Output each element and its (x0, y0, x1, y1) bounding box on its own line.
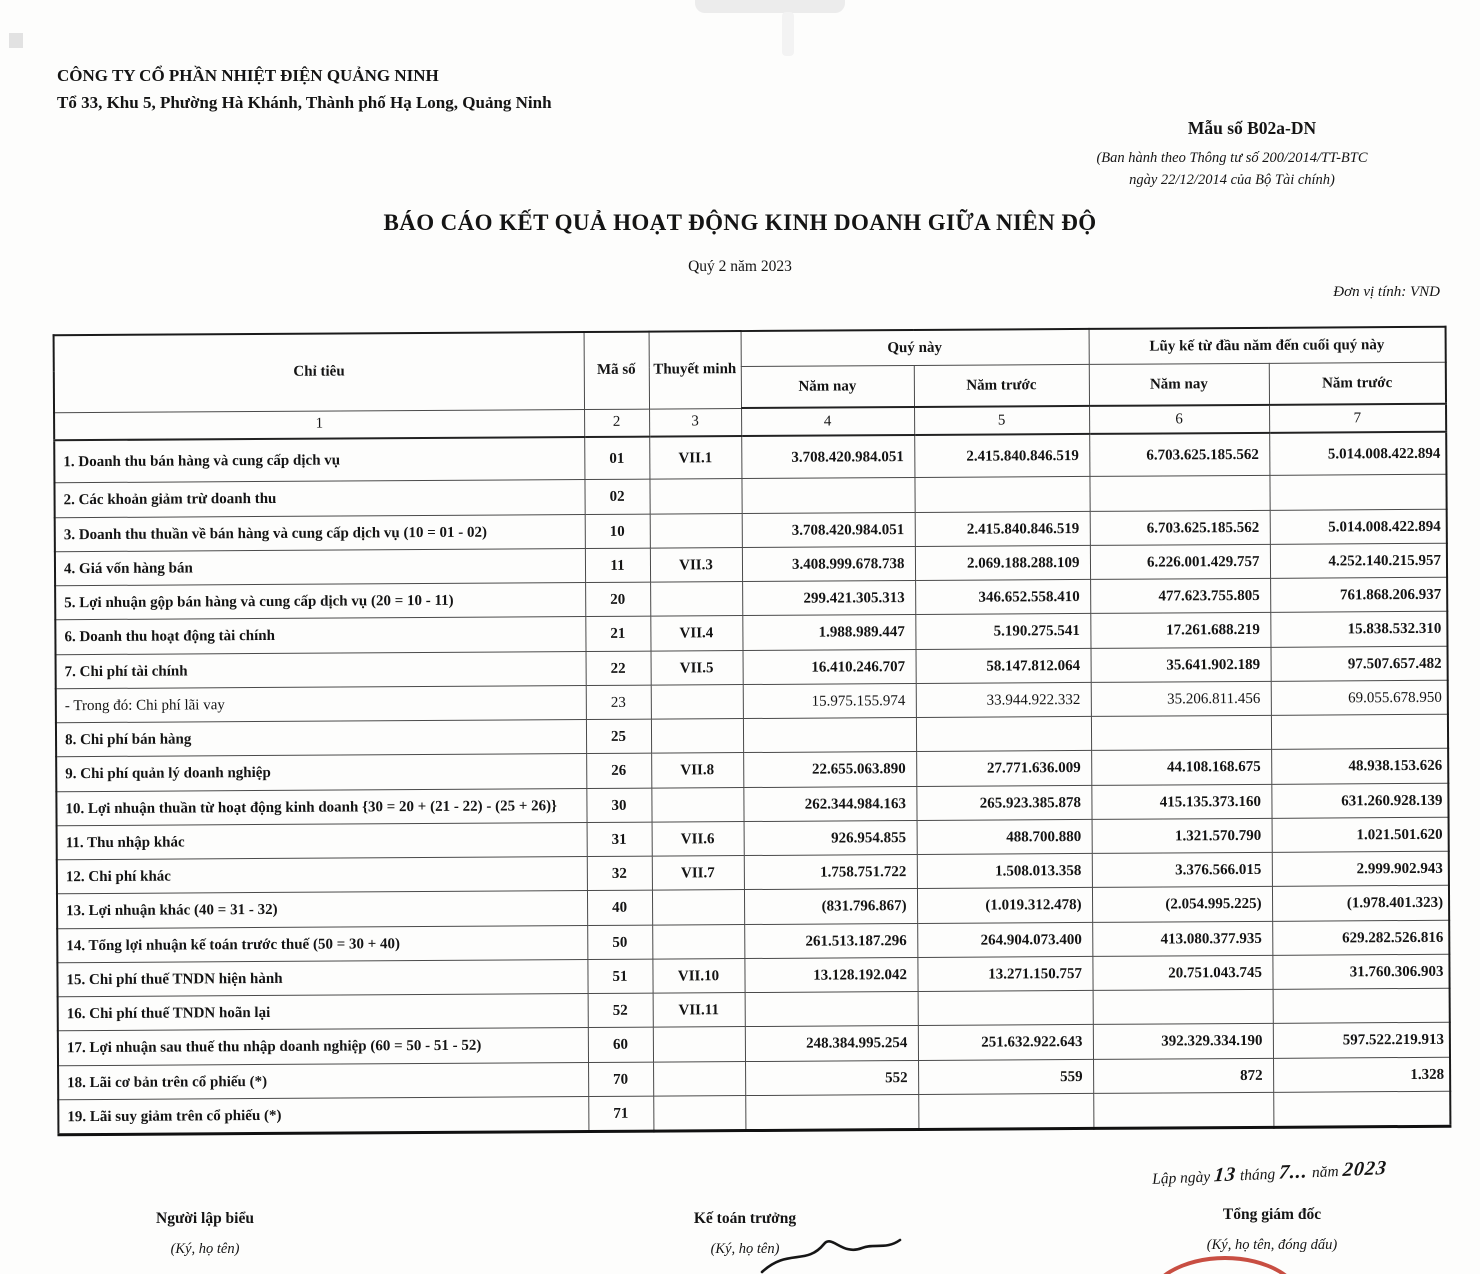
row-label: 13. Lợi nhuận khác (40 = 31 - 32) (57, 891, 587, 928)
row-label: 10. Lợi nhuận thuần từ hoạt động kinh doanh {30 = 20 + (21 - 22) - (25 + 26)} (56, 788, 586, 825)
row-label: 5. Lợi nhuận gộp bán hàng và cung cấp dịch vụ (20 = 10 - 11) (55, 583, 585, 620)
header-quarter-group: Quý này (741, 329, 1089, 367)
row-note (650, 582, 742, 617)
cumulative-this-year-value (1093, 1092, 1273, 1128)
cumulative-prior-year-value: 48.938.153.626 (1271, 748, 1448, 783)
row-note (651, 719, 743, 754)
row-label: 4. Giá vốn hàng bán (55, 548, 585, 585)
quarter-prior-year-value: 346.652.558.410 (915, 579, 1090, 614)
quarter-prior-year-value: 5.190.275.541 (915, 614, 1090, 649)
company-name: CÔNG TY CỔ PHẦN NHIỆT ĐIỆN QUẢNG NINH (57, 66, 439, 85)
row-label: 9. Chi phí quản lý doanh nghiệp (56, 754, 586, 791)
row-note: VII.4 (650, 616, 742, 651)
quarter-this-year-value: 248.384.995.254 (745, 1026, 918, 1061)
cumulative-prior-year-value: 5.014.008.422.894 (1270, 509, 1447, 544)
cumulative-prior-year-value: (1.978.401.323) (1272, 885, 1449, 920)
cumulative-this-year-value (1089, 476, 1269, 511)
cumulative-this-year-value: 413.080.377.935 (1092, 921, 1272, 956)
row-code: 50 (587, 925, 652, 960)
quarter-this-year-value: 15.975.155.974 (743, 683, 916, 718)
row-label: 1. Doanh thu bán hàng và cung cấp dịch vụ (54, 437, 584, 483)
header-cumulative-this-year: Năm nay (1089, 363, 1269, 406)
quarter-prior-year-value: 488.700.880 (917, 819, 1092, 854)
cumulative-this-year-value: (2.054.995.225) (1092, 887, 1272, 922)
row-note (653, 1061, 745, 1096)
cumulative-prior-year-value: 97.507.657.482 (1271, 646, 1448, 681)
quarter-this-year-value: 926.954.855 (744, 820, 917, 855)
signer-preparer-note: (Ký, họ tên) (170, 1241, 240, 1257)
cumulative-this-year-value (1091, 715, 1271, 750)
quarter-this-year-value (741, 478, 914, 513)
cumulative-this-year-value: 6.703.625.185.562 (1090, 510, 1270, 545)
cumulative-this-year-value (1093, 989, 1273, 1024)
row-note: VII.7 (652, 856, 744, 891)
cumulative-prior-year-value: 2.999.902.943 (1272, 851, 1449, 886)
handwritten-day: 13 (1213, 1163, 1238, 1187)
quarter-prior-year-value: 13.271.150.757 (917, 956, 1092, 991)
quarter-prior-year-value: 58.147.812.064 (916, 648, 1091, 683)
cumulative-this-year-value: 392.329.334.190 (1093, 1024, 1273, 1059)
cumulative-prior-year-value: 31.760.306.903 (1272, 954, 1449, 989)
row-note (650, 513, 742, 548)
row-label: 19. Lãi suy giảm trên cổ phiếu (*) (58, 1096, 588, 1134)
row-note (652, 890, 744, 925)
row-note (649, 479, 741, 514)
row-code: 10 (585, 514, 650, 549)
row-label: 14. Tổng lợi nhuận kế toán trước thuế (50 = 30 + 40) (57, 925, 587, 962)
date-prefix: Lập ngày (1151, 1168, 1211, 1188)
col-index-1: 1 (54, 409, 584, 440)
row-label: 17. Lợi nhuận sau thuế thu nhập doanh nghiệp (60 = 50 - 51 - 52) (58, 1028, 588, 1065)
col-index-2: 2 (584, 409, 649, 437)
cumulative-this-year-value: 44.108.168.675 (1091, 750, 1271, 785)
report-period: Quý 2 năm 2023 (688, 258, 792, 275)
quarter-this-year-value: 552 (745, 1060, 918, 1095)
quarter-prior-year-value (918, 990, 1093, 1025)
form-number: Mẫu số B02a-DN (1187, 118, 1317, 138)
cumulative-this-year-value: 35.641.902.189 (1091, 647, 1271, 682)
cumulative-prior-year-value: 1.021.501.620 (1272, 817, 1449, 852)
quarter-this-year-value: 16.410.246.707 (743, 649, 916, 684)
cumulative-prior-year-value: 597.522.219.913 (1273, 1022, 1450, 1057)
cumulative-prior-year-value (1273, 1091, 1450, 1127)
row-label: 11. Thu nhập khác (57, 822, 587, 859)
row-note: VII.5 (651, 650, 743, 685)
cumulative-prior-year-value: 761.868.206.937 (1270, 577, 1447, 612)
header-quarter-this-year: Năm nay (741, 366, 914, 409)
row-code: 32 (587, 856, 652, 891)
report-title: BÁO CÁO KẾT QUẢ HOẠT ĐỘNG KINH DOANH GIỮA NIÊN ĐỘ (383, 210, 1097, 235)
header-quarter-prior-year: Năm trước (914, 364, 1089, 407)
cumulative-prior-year-value: 69.055.678.950 (1271, 680, 1448, 715)
quarter-this-year-value: 1.758.751.722 (744, 854, 917, 889)
cumulative-this-year-value: 3.376.566.015 (1092, 852, 1272, 887)
col-index-3: 3 (649, 408, 741, 437)
row-code: 52 (588, 993, 653, 1028)
signer-chief-accountant-title: Kế toán trưởng (693, 1210, 797, 1227)
row-label: 15. Chi phí thuế TNDN hiện hành (57, 959, 587, 996)
quarter-prior-year-value: 27.771.636.009 (916, 751, 1091, 786)
row-code: 31 (587, 822, 652, 857)
quarter-this-year-value: 299.421.305.313 (742, 581, 915, 616)
quarter-this-year-value: 22.655.063.890 (743, 752, 916, 787)
cumulative-this-year-value: 35.206.811.456 (1091, 681, 1271, 716)
quarter-prior-year-value: 1.508.013.358 (917, 853, 1092, 888)
row-code: 70 (588, 1062, 653, 1097)
quarter-this-year-value: 13.128.192.042 (744, 957, 917, 992)
quarter-this-year-value (743, 717, 916, 752)
quarter-prior-year-value: 559 (918, 1059, 1093, 1094)
signer-preparer (156, 1210, 254, 1258)
quarter-prior-year-value: 33.944.922.332 (916, 682, 1091, 717)
col-index-6: 6 (1089, 405, 1269, 434)
quarter-prior-year-value: 2.069.188.288.109 (915, 545, 1090, 580)
header-code: Mã số (584, 332, 649, 409)
row-note: VII.6 (652, 821, 744, 856)
quarter-prior-year-value (918, 1093, 1093, 1129)
cumulative-this-year-value: 1.321.570.790 (1092, 818, 1272, 853)
col-index-4: 4 (741, 407, 914, 436)
company-header (57, 62, 552, 116)
scan-artifact-square (9, 33, 23, 48)
cumulative-prior-year-value: 15.838.532.310 (1270, 612, 1447, 647)
quarter-this-year-value (745, 1094, 918, 1130)
signer-general-director-title: Tổng giám đốc (1222, 1206, 1322, 1223)
handwritten-year: 2023 (1341, 1157, 1388, 1181)
company-address: Tổ 33, Khu 5, Phường Hà Khánh, Thành phố Hạ Long, Quảng Ninh (57, 93, 552, 113)
row-note: VII.10 (652, 958, 744, 993)
signer-preparer-title: Người lập biểu (156, 1210, 254, 1227)
date-month-label: tháng (1239, 1165, 1276, 1185)
form-issuance-note (1062, 148, 1402, 192)
signer-general-director-note: (Ký, họ tên, đóng dấu) (1206, 1237, 1338, 1253)
form-issuance-line2: ngày 22/12/2014 của Bộ Tài chính) (1129, 171, 1335, 188)
row-note (651, 684, 743, 719)
header-notes: Thuyết minh (649, 331, 741, 409)
cumulative-prior-year-value (1269, 475, 1446, 510)
row-label: 7. Chi phí tài chính (56, 651, 586, 688)
row-code: 40 (587, 890, 652, 925)
cumulative-this-year-value: 17.261.688.219 (1090, 613, 1270, 648)
row-code: 22 (586, 651, 651, 686)
row-note (652, 924, 744, 959)
quarter-prior-year-value: 2.415.840.846.519 (915, 511, 1090, 546)
cumulative-this-year-value: 415.135.373.160 (1091, 784, 1271, 819)
red-company-stamp (1146, 1256, 1304, 1274)
quarter-prior-year-value (916, 716, 1091, 751)
row-code: 21 (585, 616, 650, 651)
scan-artifact-streak (782, 12, 794, 56)
income-statement-table (53, 326, 1452, 1137)
row-label: - Trong đó: Chi phí lãi vay (56, 685, 586, 722)
row-code: 26 (586, 753, 651, 788)
col-index-5: 5 (914, 406, 1089, 435)
row-code: 23 (586, 685, 651, 720)
table-row (58, 1091, 1450, 1135)
header-cumulative-group: Lũy kế từ đầu năm đến cuối quý này (1089, 327, 1446, 365)
row-note (653, 1095, 745, 1131)
cumulative-prior-year-value (1271, 714, 1448, 749)
row-code: 11 (585, 548, 650, 583)
scan-artifact-top-blob (695, 0, 845, 13)
signer-general-director (1207, 1206, 1337, 1254)
quarter-this-year-value: 1.988.989.447 (742, 615, 915, 650)
form-issuance-line1: (Ban hành theo Thông tư số 200/2014/TT-BTC (1096, 150, 1368, 166)
row-code: 01 (584, 437, 649, 480)
cumulative-this-year-value: 872 (1093, 1058, 1273, 1093)
cumulative-prior-year-value: 631.260.928.139 (1271, 783, 1448, 818)
form-info (1062, 118, 1402, 192)
date-year-label: năm (1311, 1163, 1339, 1182)
cumulative-this-year-value: 20.751.043.745 (1092, 955, 1272, 990)
row-label: 8. Chi phí bán hàng (56, 720, 586, 757)
date-line (1152, 1157, 1387, 1190)
row-note: VII.1 (649, 436, 741, 479)
cumulative-prior-year-value: 1.328 (1273, 1057, 1450, 1092)
quarter-this-year-value: 3.408.999.678.738 (742, 546, 915, 581)
header-criteria: Chỉ tiêu (54, 332, 584, 412)
quarter-this-year-value: 261.513.187.296 (744, 923, 917, 958)
cumulative-this-year-value: 477.623.755.805 (1090, 578, 1270, 613)
quarter-prior-year-value: 251.632.922.643 (918, 1025, 1093, 1060)
currency-unit-note: Đơn vị tính: VND (1333, 284, 1440, 300)
signer-chief-accountant-note: (Ký, họ tên) (710, 1241, 780, 1257)
cumulative-prior-year-value (1273, 988, 1450, 1023)
row-code: 51 (587, 959, 652, 994)
handwritten-signature-stroke (758, 1236, 908, 1274)
row-note: VII.11 (653, 993, 745, 1028)
row-code: 71 (588, 1096, 653, 1132)
quarter-this-year-value: 262.344.984.163 (743, 786, 916, 821)
row-label: 6. Doanh thu hoạt động tài chính (55, 617, 585, 654)
row-label: 2. Các khoản giảm trừ doanh thu (54, 480, 584, 517)
quarter-this-year-value: 3.708.420.984.051 (742, 512, 915, 547)
quarter-this-year-value: (831.796.867) (744, 889, 917, 924)
row-code: 02 (584, 479, 649, 514)
row-note: VII.3 (650, 547, 742, 582)
table-body (54, 432, 1450, 1135)
quarter-prior-year-value (914, 477, 1089, 512)
cumulative-this-year-value: 6.703.625.185.562 (1089, 433, 1269, 477)
handwritten-month: 7... (1278, 1160, 1310, 1184)
row-code: 20 (585, 582, 650, 617)
cumulative-prior-year-value: 4.252.140.215.957 (1270, 543, 1447, 578)
row-note (651, 787, 743, 822)
quarter-this-year-value (745, 991, 918, 1026)
row-label: 12. Chi phí khác (57, 857, 587, 894)
cumulative-this-year-value: 6.226.001.429.757 (1090, 544, 1270, 579)
quarter-prior-year-value: 2.415.840.846.519 (914, 434, 1089, 478)
row-code: 25 (586, 719, 651, 754)
quarter-this-year-value: 3.708.420.984.051 (741, 435, 914, 479)
row-note: VII.8 (651, 753, 743, 788)
row-note (653, 1027, 745, 1062)
cumulative-prior-year-value: 629.282.526.816 (1272, 920, 1449, 955)
quarter-prior-year-value: 264.904.073.400 (917, 922, 1092, 957)
col-index-7: 7 (1269, 404, 1446, 433)
row-label: 18. Lãi cơ bản trên cổ phiếu (*) (58, 1062, 588, 1099)
header-cumulative-prior-year: Năm trước (1269, 362, 1446, 405)
quarter-prior-year-value: 265.923.385.878 (916, 785, 1091, 820)
row-label: 16. Chi phí thuế TNDN hoãn lại (58, 994, 588, 1031)
row-label: 3. Doanh thu thuần về bán hàng và cung cấp dịch vụ (10 = 01 - 02) (55, 514, 585, 551)
row-code: 30 (586, 788, 651, 823)
row-code: 60 (588, 1027, 653, 1062)
quarter-prior-year-value: (1.019.312.478) (917, 888, 1092, 923)
cumulative-prior-year-value: 5.014.008.422.894 (1269, 432, 1446, 476)
